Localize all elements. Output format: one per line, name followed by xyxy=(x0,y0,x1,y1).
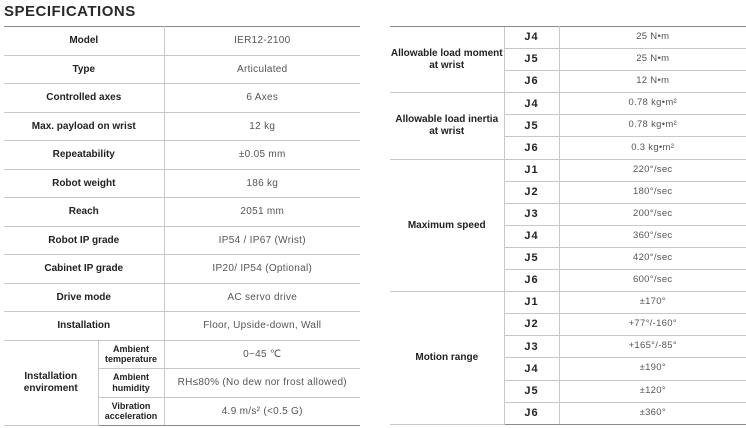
spec-value: 2051 mm xyxy=(164,198,360,227)
spec-row-model xyxy=(4,27,360,56)
environment-sub-label: Ambient temperature xyxy=(98,340,164,369)
spec-table-right xyxy=(390,26,746,425)
joint-label: J6 xyxy=(504,402,559,424)
spec-label: Model xyxy=(4,27,164,56)
environment-value: RH≤80% (No dew nor frost allowed) xyxy=(164,369,360,398)
joint-label: J5 xyxy=(504,115,559,137)
spec-row-robot-weight xyxy=(4,169,360,198)
page-title: SPECIFICATIONS xyxy=(4,3,136,20)
joint-value: +77°/-160° xyxy=(559,314,746,336)
spec-value: 12 kg xyxy=(164,112,360,141)
joint-label: J4 xyxy=(504,93,559,115)
spec-label: Installation xyxy=(4,312,164,341)
spec-label: Type xyxy=(4,55,164,84)
joint-value: 360°/sec xyxy=(559,225,746,247)
group-label-maximum-speed: Maximum speed xyxy=(390,159,504,292)
joint-label: J3 xyxy=(504,203,559,225)
joint-label: J1 xyxy=(504,292,559,314)
joint-value: ±170° xyxy=(559,292,746,314)
spec-label: Drive mode xyxy=(4,283,164,312)
environment-value: 0~45 ℃ xyxy=(164,340,360,369)
joint-label: J1 xyxy=(504,159,559,181)
joint-value: ±190° xyxy=(559,358,746,380)
spec-label: Reach xyxy=(4,198,164,227)
environment-value: 4.9 m/s² (<0.5 G) xyxy=(164,397,360,426)
joint-value: 220°/sec xyxy=(559,159,746,181)
spec-value: IER12-2100 xyxy=(164,27,360,56)
spec-value: IP54 / IP67 (Wrist) xyxy=(164,226,360,255)
joint-value: +165°/-85° xyxy=(559,336,746,358)
spec-row-type xyxy=(4,55,360,84)
spec-row-installation xyxy=(4,312,360,341)
spec-row-max-payload-on-wrist xyxy=(4,112,360,141)
environment-row xyxy=(4,340,360,369)
joint-row xyxy=(390,27,746,49)
joint-value: 600°/sec xyxy=(559,270,746,292)
joint-label: J4 xyxy=(504,27,559,49)
joint-label: J4 xyxy=(504,225,559,247)
environment-group-label: Installation enviroment xyxy=(4,340,98,426)
joint-value: 12 N•m xyxy=(559,71,746,93)
joint-label: J6 xyxy=(504,71,559,93)
spec-row-drive-mode xyxy=(4,283,360,312)
joint-value: 25 N•m xyxy=(559,27,746,49)
spec-row-controlled-axes xyxy=(4,84,360,113)
spec-value: 6 Axes xyxy=(164,84,360,113)
spec-value: IP20/ IP54 (Optional) xyxy=(164,255,360,284)
spec-row-robot-ip-grade xyxy=(4,226,360,255)
spec-label: Max. payload on wrist xyxy=(4,112,164,141)
group-label-allowable-load-moment-at-wrist: Allowable load moment at wrist xyxy=(390,27,504,93)
spec-label: Cabinet IP grade xyxy=(4,255,164,284)
spec-label: Repeatability xyxy=(4,141,164,170)
joint-label: J5 xyxy=(504,380,559,402)
spec-table-left xyxy=(4,26,360,426)
spec-value: ±0.05 mm xyxy=(164,141,360,170)
spec-value: AC servo drive xyxy=(164,283,360,312)
joint-label: J3 xyxy=(504,336,559,358)
joint-row xyxy=(390,93,746,115)
joint-label: J2 xyxy=(504,314,559,336)
joint-value: 0.78 kg•m² xyxy=(559,93,746,115)
environment-sub-label: Vibration acceleration xyxy=(98,397,164,426)
joint-value: ±360° xyxy=(559,402,746,424)
group-label-motion-range: Motion range xyxy=(390,292,504,425)
joint-label: J5 xyxy=(504,247,559,269)
joint-row xyxy=(390,159,746,181)
spec-label: Controlled axes xyxy=(4,84,164,113)
joint-label: J6 xyxy=(504,137,559,159)
joint-value: 200°/sec xyxy=(559,203,746,225)
joint-value: ±120° xyxy=(559,380,746,402)
joint-value: 420°/sec xyxy=(559,247,746,269)
spec-value: Articulated xyxy=(164,55,360,84)
joint-label: J2 xyxy=(504,181,559,203)
spec-label: Robot IP grade xyxy=(4,226,164,255)
joint-label: J6 xyxy=(504,270,559,292)
joint-row xyxy=(390,292,746,314)
joint-value: 0.78 kg•m² xyxy=(559,115,746,137)
joint-label: J5 xyxy=(504,49,559,71)
group-label-allowable-load-inertia-at-wrist: Allowable load inertia at wrist xyxy=(390,93,504,159)
environment-sub-label: Ambient humidity xyxy=(98,369,164,398)
joint-value: 25 N•m xyxy=(559,49,746,71)
joint-label: J4 xyxy=(504,358,559,380)
spec-label: Robot weight xyxy=(4,169,164,198)
spec-row-cabinet-ip-grade xyxy=(4,255,360,284)
spec-row-repeatability xyxy=(4,141,360,170)
spec-value: 186 kg xyxy=(164,169,360,198)
spec-value: Floor, Upside-down, Wall xyxy=(164,312,360,341)
spec-row-reach xyxy=(4,198,360,227)
joint-value: 180°/sec xyxy=(559,181,746,203)
joint-value: 0.3 kg•m² xyxy=(559,137,746,159)
